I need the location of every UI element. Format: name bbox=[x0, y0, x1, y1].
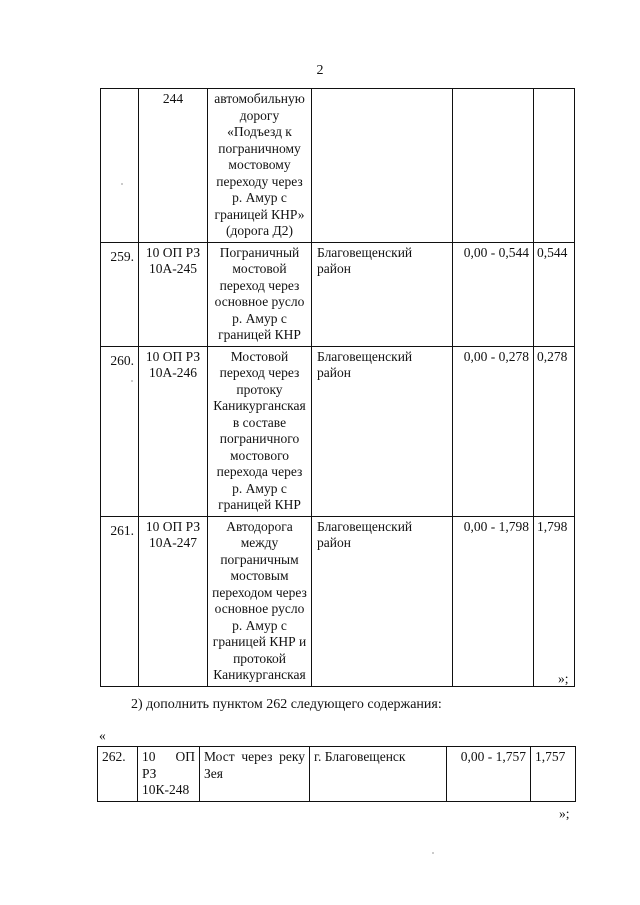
table-row bbox=[101, 516, 575, 686]
road-description: Мост через реку Зея bbox=[200, 747, 310, 802]
road-range bbox=[453, 89, 534, 243]
road-length: 0,278 bbox=[534, 346, 575, 516]
opening-quote: « bbox=[99, 728, 106, 743]
road-range: 0,00 - 1,798 bbox=[453, 516, 534, 686]
new-item-table bbox=[97, 746, 576, 802]
instruction-text: 2) дополнить пунктом 262 следующего содержания: bbox=[131, 697, 442, 712]
scan-speck bbox=[131, 380, 133, 382]
road-code: 10 ОП РЗ 10А-246 bbox=[139, 346, 208, 516]
road-list-table bbox=[100, 88, 575, 687]
road-length: 1,798 bbox=[534, 516, 575, 686]
road-code: 10 ОП РЗ 10А-247 bbox=[139, 516, 208, 686]
road-area: Благовещенский район bbox=[312, 346, 453, 516]
closing-quote: »; bbox=[558, 671, 569, 686]
row-number: 260. bbox=[101, 346, 139, 516]
closing-quote: »; bbox=[559, 806, 570, 821]
road-area bbox=[312, 89, 453, 243]
scan-speck bbox=[121, 183, 123, 185]
road-range: 0,00 - 0,278 bbox=[453, 346, 534, 516]
table-row bbox=[101, 89, 575, 243]
row-number: 261. bbox=[101, 516, 139, 686]
row-number: 259. bbox=[101, 242, 139, 346]
road-length bbox=[534, 89, 575, 243]
table-row bbox=[101, 346, 575, 516]
road-code: 10 ОП РЗ 10А-245 bbox=[139, 242, 208, 346]
road-code: 10 ОП РЗ 10К-248 bbox=[138, 747, 200, 802]
page-number: 2 bbox=[316, 63, 324, 78]
road-length: 0,544 bbox=[534, 242, 575, 346]
road-area: Благовещенский район bbox=[312, 516, 453, 686]
road-description: Автодорога между пограничным мостовым переходом через основное русло р. Амур с границей КНР и протокой Каникурганская bbox=[208, 516, 312, 686]
road-code: 244 bbox=[139, 89, 208, 243]
scan-speck bbox=[432, 852, 434, 854]
road-area: г. Благовещенск bbox=[310, 747, 447, 802]
road-length: 1,757 bbox=[531, 747, 576, 802]
road-description: Пограничный мостовой переход через основное русло р. Амур с границей КНР bbox=[208, 242, 312, 346]
row-number bbox=[101, 89, 139, 243]
table-row bbox=[98, 747, 576, 802]
road-area: Благовещенский район bbox=[312, 242, 453, 346]
road-description: Мостовой переход через протоку Каникурганская в составе пограничного мостового перехода через р. Амур с границей КНР bbox=[208, 346, 312, 516]
road-description: автомобильную дорогу «Подъезд к пограничному мостовому переходу через р. Амур с границей КНР» (дорога Д2) bbox=[208, 89, 312, 243]
table-row bbox=[101, 242, 575, 346]
row-number: 262. bbox=[98, 747, 138, 802]
road-range: 0,00 - 1,757 bbox=[447, 747, 531, 802]
road-range: 0,00 - 0,544 bbox=[453, 242, 534, 346]
